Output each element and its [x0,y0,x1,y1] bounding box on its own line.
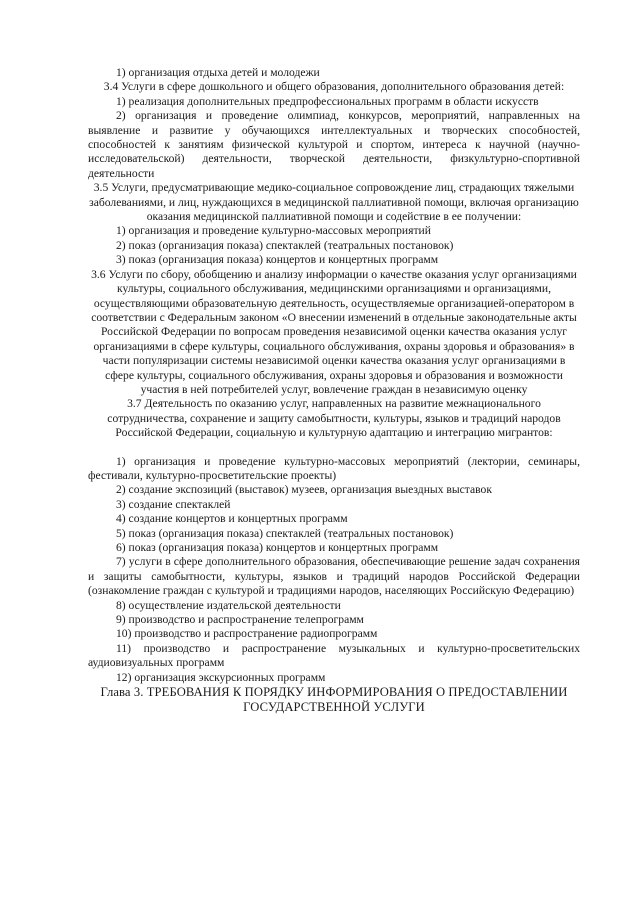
section-title: 3.6 Услуги по сбору, обобщению и анализу информации о качестве оказания услуг организациями культуры, социального обслуживания, медицинскими организациями и организациями, осуществляющими образовательную деятельность, осуществляемые организацией-оператором в соответствии с Федеральным законом «О внесении изменений в отдельные законодательные акты Российской Федерации по вопросам проведения независимой оценки качества оказания услуг организациями в сфере культуры, социального обслуживания, охраны здоровья и образования» в части популяризации системы независимой оценки качества оказания услуг организациями в сфере культуры, социального обслуживания, охраны здоровья и образования и возможности участия в ней потребителей услуг, вовлечение граждан в независимую оценку [91,267,577,396]
text-line: 3) показ (организация показа) концертов и концертных программ [116,253,439,267]
text-paragraph: 7) услуги в сфере дополнительного образования, обеспечивающие решение задач сохранения и защиты самобытности, культуры, языков и традиций народов Российской Федерации (ознакомление граждан с культурой и традициями народов, населяющих Российскую Федерацию) [88,555,580,598]
text-paragraph: 2) организация и проведение олимпиад, конкурсов, мероприятий, направленных на выявление и развитие у обучающихся интеллектуальных и творческих способностей, способностей к занятиям физической культурой и спортом, интереса к научной (научно-исследовательской) деятельности, творческой деятельности, физкультурно-спортивной деятельности [88,109,580,180]
text-line: 1) реализация дополнительных предпрофессиональных программ в области искусств [116,94,539,108]
text-line: 1) организация отдыха детей и молодежи [116,66,320,79]
document-page [88,66,580,715]
text-line: 5) показ (организация показа) спектаклей (театральных постановок) [116,526,454,540]
text-line: 3) создание спектаклей [116,497,231,511]
section-title: 3.4 Услуги в сфере дошкольного и общего образования, дополнительного образования детей: [103,80,565,94]
text-line: 4) создание концертов и концертных программ [116,512,348,526]
text-line: 9) производство и распространение телепрограмм [116,613,364,627]
spacer [88,441,580,455]
text-line: 1) организация и проведение культурно-массовых мероприятий [116,224,431,238]
text-line: 2) создание экспозиций (выставок) музеев, организация выездных выставок [116,483,492,497]
section-title: 3.5 Услуги, предусматривающие медико-социальное сопровождение лиц, страдающих тяжелыми заболеваниями, и лиц, нуждающихся в медицинской паллиативной помощи, включая организацию оказания медицинской паллиативной помощи и содействие в ее получении: [89,181,579,224]
chapter-heading: Глава 3. ТРЕБОВАНИЯ К ПОРЯДКУ ИНФОРМИРОВАНИЯ О ПРЕДОСТАВЛЕНИИ ГОСУДАРСТВЕННОЙ УСЛУГИ [100,685,568,715]
text-line: 6) показ (организация показа) концертов и концертных программ [116,541,439,554]
section-title: 3.7 Деятельность по оказанию услуг, направленных на развитие межнационального сотрудничества, сохранение и защиту самобытности, культуры, языков и традиций народов Российской Федерации, социальную и культурную адаптацию и интеграцию мигрантов: [107,397,561,440]
text-line: 10) производство и распространение радиопрограмм [116,627,378,641]
text-paragraph: 11) производство и распространение музыкальных и культурно-просветительских аудиовизуальных программ [88,641,580,670]
text-paragraph: 1) организация и проведение культурно-массовых мероприятий (лектории, семинары, фестивали, культурно-просветительские проекты) [88,454,580,482]
text-line: 8) осуществление издательской деятельности [116,598,341,612]
text-line: 2) показ (организация показа) спектаклей (театральных постановок) [116,238,454,252]
text-line: 12) организация экскурсионных программ [116,670,326,684]
